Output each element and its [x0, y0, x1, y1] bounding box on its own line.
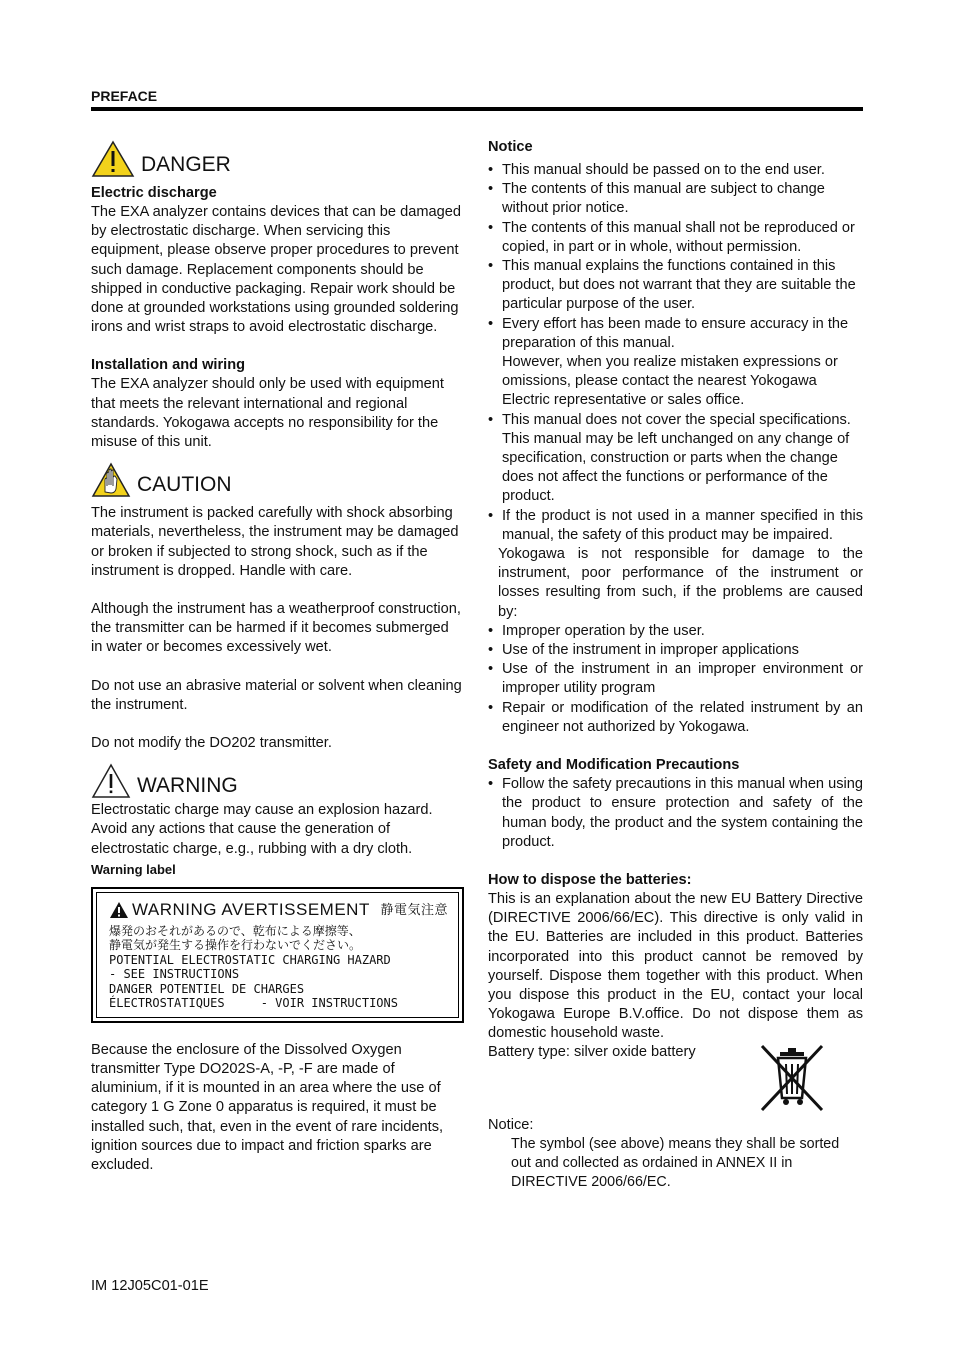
warning-label-fr-2: ÉLECTROSTATIQUES - VOIR INSTRUCTIONS	[109, 996, 398, 1011]
caution-heading	[91, 462, 464, 498]
list-item: • This manual should be passed on to the end user.	[488, 161, 863, 180]
list-item: • If the product is not used in a manner specified in this manual, the safety of this product may be impaired.	[488, 507, 863, 545]
list-item: • The contents of this manual are subject to change without prior notice.	[488, 180, 863, 218]
notice2-text: The symbol (see above) means they shall be sorted out and collected as ordained in ANNEX II in DIRECTIVE 2006/66/EC.	[511, 1135, 840, 1191]
danger-heading	[91, 140, 464, 178]
battery-row	[488, 1044, 863, 1116]
electric-text: The EXA analyzer contains devices that can be damaged by electrostatic discharge. When servicing this equipment, please observe proper procedures to prevent such damage. Replacement components should be shipped in conductive packaging. Repair work should be done at grounded workstations using grounded soldering irons and wrist straps to avoid electrostatic discharge.	[91, 204, 461, 336]
warning-label-fr-1: DANGER POTENTIEL DE CHARGES	[109, 981, 305, 996]
warning-label-title: WARNING AVERTISSEMENT	[132, 899, 370, 919]
label-warning-icon	[109, 901, 129, 919]
list-item: • Improper operation by the user.	[488, 622, 863, 641]
caution-title: CAUTION	[137, 473, 232, 497]
caution-text-2: Although the instrument has a weatherproof construction, the transmitter can be harmed if it becomes submerged in water or becomes excessively wet.	[91, 601, 461, 656]
caution-text-1: The instrument is packed carefully with shock absorbing materials, nevertheless, the instrument may be damaged or broken if subjected to strong shock, such as if the instrument is dropped. Handle with care.	[91, 505, 459, 579]
warning-title: WARNING	[137, 774, 238, 798]
danger-title: DANGER	[141, 153, 231, 176]
cause-list	[488, 622, 863, 737]
battery-heading: How to dispose the batteries:	[488, 871, 692, 888]
notice2-label: Notice:	[488, 1116, 534, 1133]
warning-label-jp-2: 静電気が発生する操作を行わないでください。	[109, 938, 362, 953]
safety-heading: Safety and Modification Precautions	[488, 757, 740, 774]
list-item: • This manual explains the functions contained in this product, but does not warrant that they are suitable the particular purpose of the user.	[488, 257, 863, 315]
notice-list-cont	[488, 411, 863, 545]
warning-label-title-row	[109, 899, 448, 921]
responsibility-text: Yokogawa is not responsible for damage to the instrument, poor performance of the instrument or losses resulting from such, if the problems are caused by:	[498, 546, 863, 620]
warning-triangle-icon	[91, 140, 135, 178]
warning-label-en-2: - SEE INSTRUCTIONS	[109, 967, 240, 982]
list-item: • Follow the safety precautions in this manual when using the product to ensure protection and safety of the human body, the product and the system containing the product.	[488, 775, 863, 852]
list-item: • Every effort has been made to ensure accuracy in the preparation of this manual.	[488, 315, 863, 353]
exclamation-triangle-icon	[91, 763, 131, 799]
caution-text-4: Do not modify the DO202 transmitter.	[91, 735, 332, 752]
page-footer: IM 12J05C01-01E	[91, 1278, 209, 1294]
warning-heading	[91, 763, 464, 799]
caution-text-3: Do not use an abrasive material or solvent when cleaning the instrument.	[91, 677, 462, 713]
list-item: • Repair or modification of the related instrument by an engineer not authorized by Yokogawa.	[488, 699, 863, 737]
hand-caution-icon	[91, 462, 131, 498]
install-text: The EXA analyzer should only be used with equipment that meets the relevant international and regional standards. Yokogawa accepts no responsibility for the misuse of this unit.	[91, 376, 444, 451]
list-item: • This manual does not cover the special specifications. This manual may be left unchanged on any change of specification, construction or parts when the change does not affect the functions or performance of the product.	[488, 411, 863, 507]
notice-heading: Notice	[488, 139, 533, 155]
notice-list	[488, 161, 863, 353]
header-rule	[91, 107, 863, 111]
warning-label-en-1: POTENTIAL ELECTROSTATIC CHARGING HAZARD	[109, 952, 391, 967]
battery-type: Battery type: silver oxide battery	[488, 1043, 696, 1060]
warning-text: Electrostatic charge may cause an explosion hazard. Avoid any actions that cause the generation of electrostatic charge, e.g., rubbing with a dry cloth.	[91, 802, 433, 857]
battery-text: This is an explanation about the new EU Battery Directive (DIRECTIVE 2006/66/EC). This directive is only valid in the EU. Batteries are included in this product. Batteries incorporated into this product cannot be removed by yourself. Dispose them together with this product. When you dispose this product in the EU, contact your local Yokogawa Europe B.V.office. Do not dispose them as domestic household waste.	[488, 890, 863, 1042]
install-heading: Installation and wiring	[91, 357, 246, 374]
list-item: • Use of the instrument in an improper environment or improper utility program	[488, 660, 863, 698]
right-column	[488, 138, 863, 1192]
page-header: PREFACE	[91, 88, 158, 104]
safety-list	[488, 775, 863, 852]
warning-label-jp-1: 爆発のおそれがあるので、乾布による摩擦等、	[109, 923, 361, 938]
accuracy-continuation: However, when you realize mistaken expressions or omissions, please contact the nearest Yokogawa Electric representative or sales office.	[502, 354, 838, 409]
warning-label-title-jp: 静電気注意	[380, 901, 448, 917]
warning-label-heading: Warning label	[91, 861, 176, 877]
list-item: • Use of the instrument in improper applications	[488, 641, 863, 660]
electric-heading: Electric discharge	[91, 185, 217, 201]
left-column	[91, 138, 464, 1175]
crossed-bin-icon	[756, 1042, 828, 1114]
enclosure-text: Because the enclosure of the Dissolved Oxygen transmitter Type DO202S-A, -P, -F are made of aluminium, if it is mounted in an area where the use of category 1 G Zone 0 apparatus is required, it must be installed such, that, even in the event of rare incidents, ignition sources due to impact and friction sparks are excluded.	[91, 1041, 444, 1174]
list-item: • The contents of this manual shall not be reproduced or copied, in part or in whole, without permission.	[488, 219, 863, 257]
warning-label	[91, 887, 464, 1023]
